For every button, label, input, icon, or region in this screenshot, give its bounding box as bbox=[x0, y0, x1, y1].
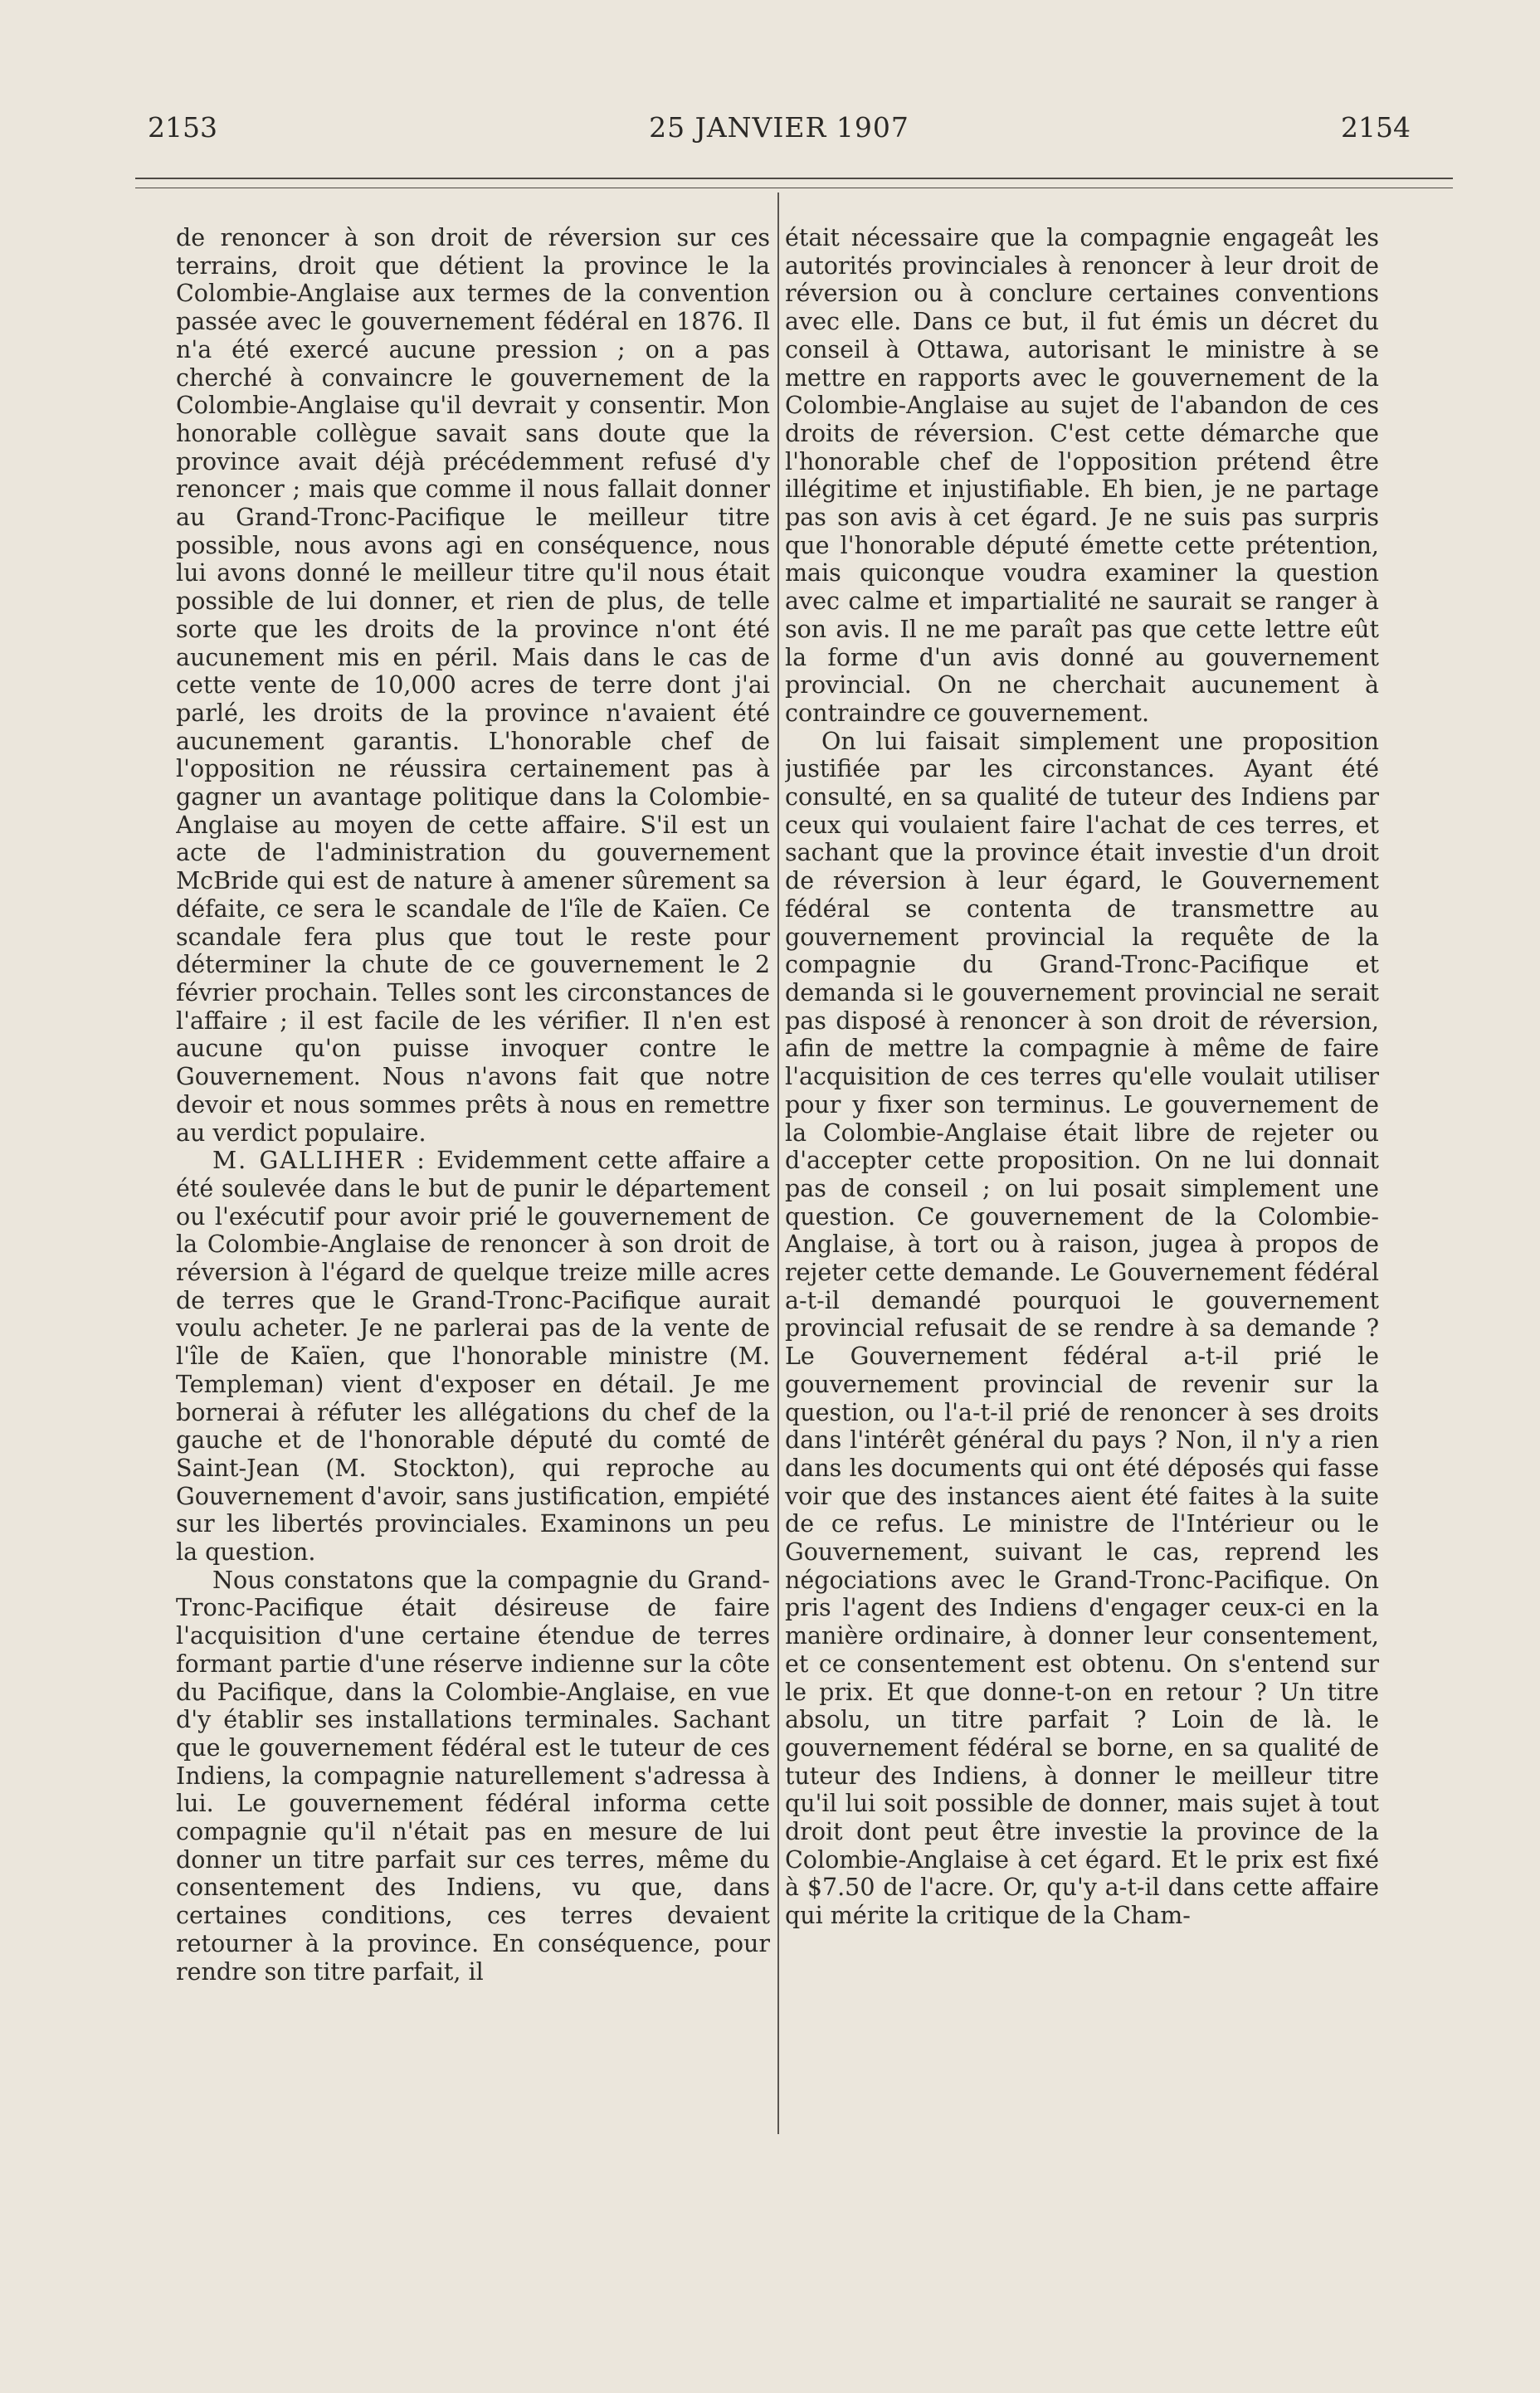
right-paragraph-1: était nécessaire que la compagnie engageât les autorités provinciales à renoncer à leur droit de réversion ou à conclure certaines conventions avec elle. Dans ce but, il fut émis un décret du conseil à Ottawa, autorisant le ministre à se mettre en rapports avec le gouvernement de la Colombie-Anglaise au sujet de l'abandon de ces droits de réversion. C'est cette démarche que l'honorable chef de l'opposition prétend être illégitime et injustifiable. Eh bien, je ne partage pas son avis à cet égard. Je ne suis pas surpris que l'honorable député émette cette prétention, mais quiconque voudra examiner la question avec calme et impartialité ne saurait se ranger à son avis. Il ne me paraît pas que cette lettre eût la forme d'un avis donné au gouvernement provincial. On ne cherchait aucunement à contraindre ce gouvernement. bbox=[785, 224, 1379, 727]
header-date: 25 JANVIER 1907 bbox=[649, 111, 909, 144]
left-paragraph-2-text: Evidemment cette affaire a été soulevée dans le but de punir le département ou l'exécutif pour avoir prié le gouvernement de la Colombie-Anglaise de renoncer à son droit de réversion à l'égard de quelque treize mille acres de terres que le Grand-Tronc-Pacifique aurait voulu acheter. Je ne parlerai pas de la vente de l'île de Kaïen, que l'honorable ministre (M. Templeman) vient d'exposer en détail. Je me bornerai à réfuter les allégations du chef de la gauche et de l'honorable député du comté de Saint-Jean (M. Stockton), qui reproche au Gouvernement d'avoir, sans justification, empiété sur les libertés provinciales. Examinons un peu la question. bbox=[176, 1147, 770, 1567]
page-header bbox=[148, 111, 1411, 153]
left-paragraph-2 bbox=[176, 1147, 770, 1567]
right-column bbox=[785, 224, 1379, 2132]
header-rule-top bbox=[135, 178, 1453, 179]
left-column bbox=[176, 224, 770, 2132]
speaker-label: M. GALLIHER : bbox=[212, 1147, 426, 1175]
column-divider bbox=[777, 193, 779, 2134]
right-paragraph-2: On lui faisait simplement une proposition justifiée par les circonstances. Ayant été consulté, en sa qualité de tuteur des Indiens par ceux qui voulaient faire l'achat de ces terres, et sachant que la province était investie d'un droit de réversion à leur égard, le Gouvernement fédéral se contenta de transmettre au gouvernement provincial la requête de la compagnie du Grand-Tronc-Pacifique et demanda si le gouvernement provincial ne serait pas disposé à renoncer à son droit de réversion, afin de mettre la compagnie à même de faire l'acquisition de ces terres qu'elle voulait utiliser pour y fixer son terminus. Le gouvernement de la Colombie-Anglaise était libre de rejeter ou d'accepter cette proposition. On ne lui donnait pas de conseil ; on lui posait simplement une question. Ce gouvernement de la Colombie-Anglaise, à tort ou à raison, jugea à propos de rejeter cette demande. Le Gouvernement fédéral a-t-il demandé pourquoi le gouvernement provincial refusait de se rendre à sa demande ? Le Gouvernement fédéral a-t-il prié le gouvernement provincial de revenir sur la question, ou l'a-t-il prié de renoncer à ses droits dans l'intérêt général du pays ? Non, il n'y a rien dans les documents qui ont été déposés qui fasse voir que des instances aient été faites à la suite de ce refus. Le ministre de l'Intérieur ou le Gouvernement, suivant le cas, reprend les négociations avec le Grand-Tronc-Pacifique. On pris l'agent des Indiens d'engager ceux-ci en la manière ordinaire, à donner leur consentement, et ce consentement est obtenu. On s'entend sur le prix. Et que donne-t-on en retour ? Un titre absolu, un titre parfait ? Loin de là. le gouvernement fédéral se borne, en sa qualité de tuteur des Indiens, à donner le meilleur titre qu'il lui soit possible de donner, mais sujet à tout droit dont peut être investie la province de la Colombie-Anglaise à cet égard. Et le prix est fixé à $7.50 de l'acre. Or, qu'y a-t-il dans cette affaire qui mérite la critique de la Cham- bbox=[785, 727, 1379, 1930]
page-number-left: 2153 bbox=[148, 111, 217, 144]
page-number-right: 2154 bbox=[1341, 111, 1411, 144]
left-paragraph-1: de renoncer à son droit de réversion sur ces terrains, droit que détient la province le la Colombie-Anglaise aux termes de la convention passée avec le gouvernement fédéral en 1876. Il n'a été exercé aucune pression ; on a pas cherché à convaincre le gouvernement de la Colombie-Anglaise qu'il devrait y consentir. Mon honorable collègue savait sans doute que la province avait déjà précédemment refusé d'y renoncer ; mais que comme il nous fallait donner au Grand-Tronc-Pacifique le meilleur titre possible, nous avons agi en conséquence, nous lui avons donné le meilleur titre qu'il nous était possible de lui donner, et rien de plus, de telle sorte que les droits de la province n'ont été aucunement mis en péril. Mais dans le cas de cette vente de 10,000 acres de terre dont j'ai parlé, les droits de la province n'avaient été aucunement garantis. L'honorable chef de l'opposition ne réussira certainement pas à gagner un avantage politique dans la Colombie-Anglaise au moyen de cette affaire. S'il est un acte de l'administration du gouvernement McBride qui est de nature à amener sûrement sa défaite, ce sera le scandale de l'île de Kaïen. Ce scandale fera plus que tout le reste pour déterminer la chute de ce gouvernement le 2 février prochain. Telles sont les circonstances de l'affaire ; il est facile de les vérifier. Il n'en est aucune qu'on puisse invoquer contre le Gouvernement. Nous n'avons fait que notre devoir et nous sommes prêts à nous en remettre au verdict populaire. bbox=[176, 224, 770, 1147]
left-paragraph-3: Nous constatons que la compagnie du Grand-Tronc-Pacifique était désireuse de faire l'acquisition d'une certaine étendue de terres formant partie d'une réserve indienne sur la côte du Pacifique, dans la Colombie-Anglaise, en vue d'y établir ses installations terminales. Sachant que le gouvernement fédéral est le tuteur de ces Indiens, la compagnie naturellement s'adressa à lui. Le gouvernement fédéral informa cette compagnie qu'il n'était pas en mesure de lui donner un titre parfait sur ces terres, même du consentement des Indiens, vu que, dans certaines conditions, ces terres devaient retourner à la province. En conséquence, pour rendre son titre parfait, il bbox=[176, 1566, 770, 1986]
